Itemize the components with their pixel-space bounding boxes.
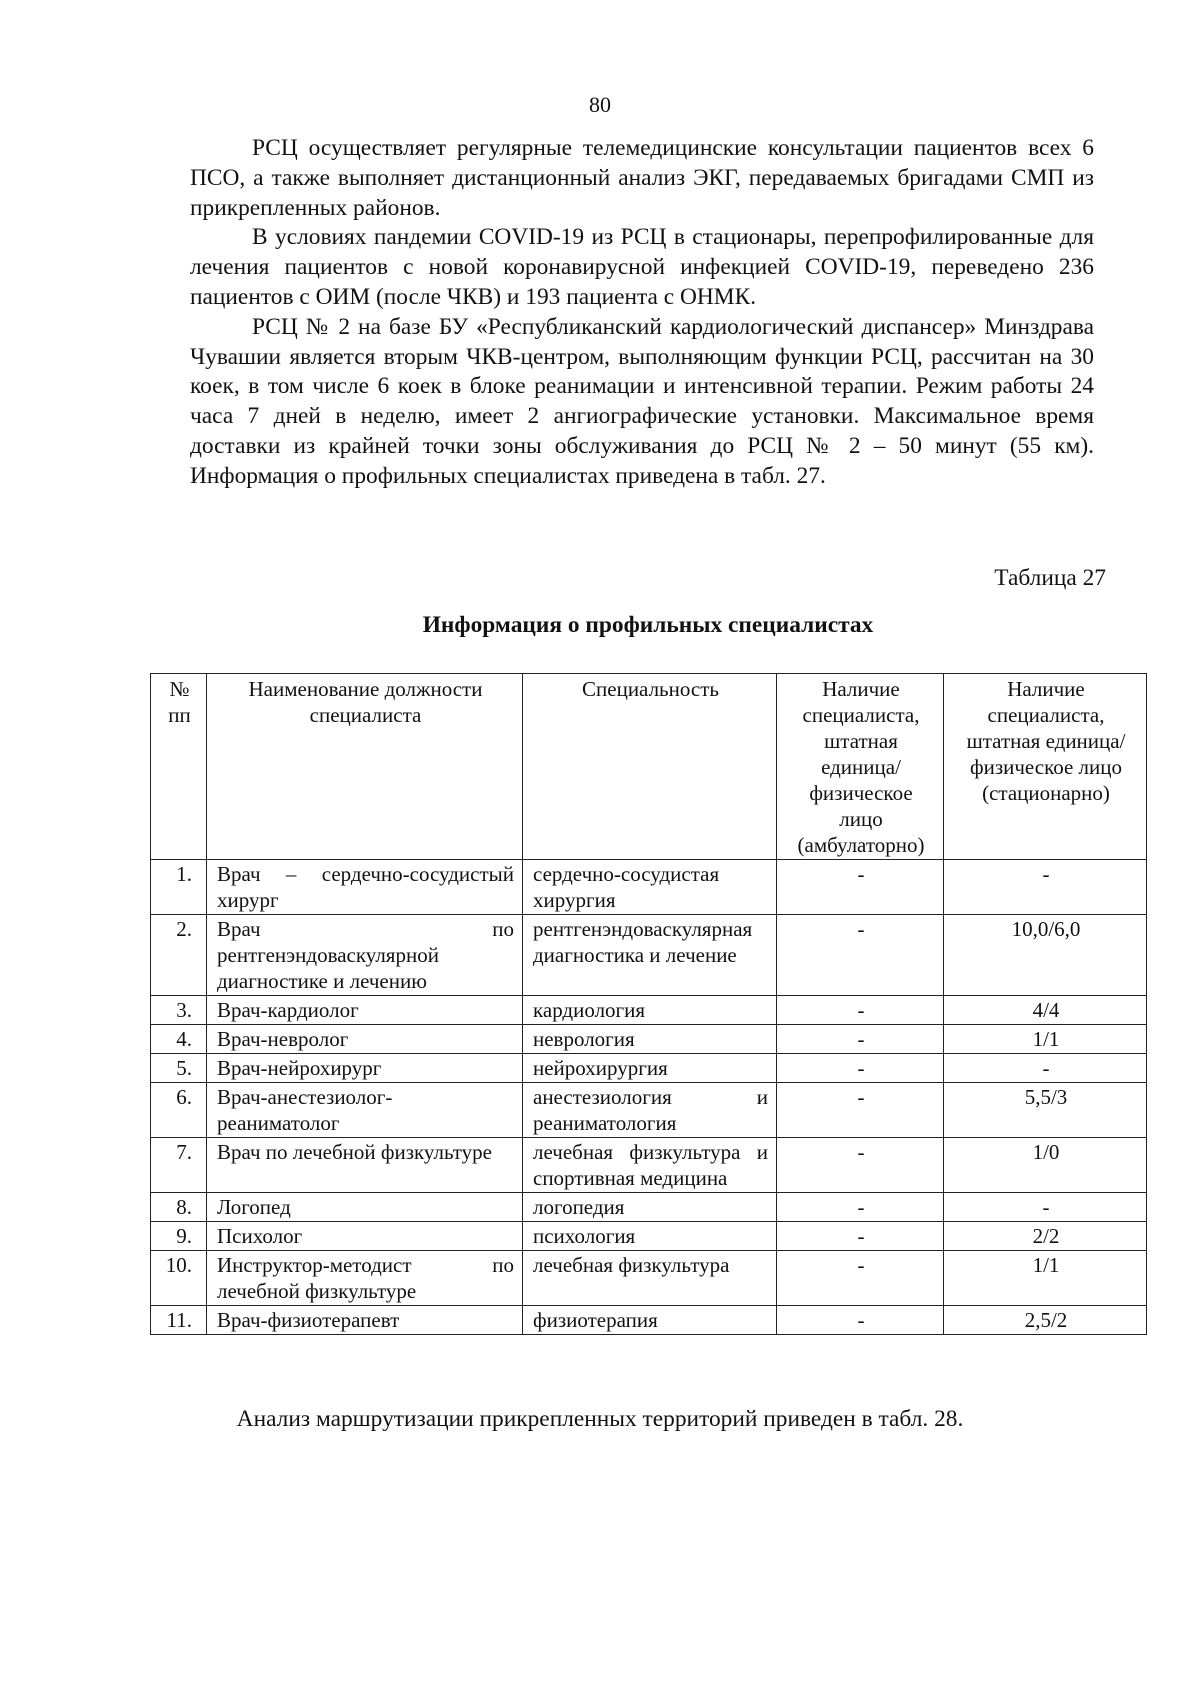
- header-position: Наименование должности специалиста: [207, 674, 523, 860]
- row-num: 5.: [151, 1054, 207, 1083]
- row-position: Врач по лечебной физкультуре: [207, 1138, 523, 1193]
- row-outpatient: -: [777, 1054, 944, 1083]
- row-num: 3.: [151, 996, 207, 1025]
- row-inpatient: 10,0/6,0: [944, 915, 1147, 996]
- row-num: 11.: [151, 1306, 207, 1335]
- row-position: Врач по рентгенэндоваскулярной диагностике и лечению: [207, 915, 523, 996]
- row-inpatient: 4/4: [944, 996, 1147, 1025]
- row-inpatient: -: [944, 860, 1147, 915]
- row-position: Психолог: [207, 1222, 523, 1251]
- row-position: Логопед: [207, 1193, 523, 1222]
- table-row: [151, 1025, 1147, 1054]
- row-num: 7.: [151, 1138, 207, 1193]
- row-inpatient: 1/1: [944, 1025, 1147, 1054]
- row-outpatient: -: [777, 1251, 944, 1306]
- table-label: Таблица 27: [994, 565, 1106, 591]
- table-header-row: [151, 674, 1147, 860]
- row-inpatient: 2,5/2: [944, 1306, 1147, 1335]
- header-specialty: Специальность: [523, 674, 777, 860]
- table-row: [151, 915, 1147, 996]
- row-specialty: лечебная физкультура и спортивная медицина: [523, 1138, 777, 1193]
- row-num: 1.: [151, 860, 207, 915]
- header-num: № пп: [151, 674, 207, 860]
- row-position: Врач-невролог: [207, 1025, 523, 1054]
- row-num: 10.: [151, 1251, 207, 1306]
- row-outpatient: -: [777, 1193, 944, 1222]
- table-row: [151, 1054, 1147, 1083]
- row-specialty: психология: [523, 1222, 777, 1251]
- header-inpatient: Наличие специалиста, штатная единица/физическое лицо (стационарно): [944, 674, 1147, 860]
- row-specialty: лечебная физкультура: [523, 1251, 777, 1306]
- row-specialty: физиотерапия: [523, 1306, 777, 1335]
- row-inpatient: 1/0: [944, 1138, 1147, 1193]
- specialists-table: [150, 673, 1147, 1335]
- row-outpatient: -: [777, 915, 944, 996]
- row-specialty: анестезиология и реаниматология: [523, 1083, 777, 1138]
- page-number: 80: [589, 92, 611, 117]
- row-num: 6.: [151, 1083, 207, 1138]
- row-num: 8.: [151, 1193, 207, 1222]
- table-row: [151, 1138, 1147, 1193]
- row-position: Врач-нейрохирург: [207, 1054, 523, 1083]
- row-outpatient: -: [777, 1138, 944, 1193]
- row-inpatient: -: [944, 1193, 1147, 1222]
- row-num: 2.: [151, 915, 207, 996]
- closing-sentence: Анализ маршрутизации прикрепленных территорий приведен в табл. 28.: [236, 1406, 964, 1432]
- row-specialty: кардиология: [523, 996, 777, 1025]
- table-row: [151, 1251, 1147, 1306]
- row-outpatient: -: [777, 860, 944, 915]
- paragraph-rsc2: РСЦ № 2 на базе БУ «Республиканский кардиологический диспансер» Минздрава Чувашии является вторым ЧКВ-центром, выполняющим функции РСЦ, рассчитан на 30 коек, в том числе 6 коек в блоке реанимации и интенсивной терапии. Режим работы 24 часа 7 дней в неделю, имеет 2 ангиографические установки. Максимальное время доставки из крайней точки зоны обслуживания до РСЦ № 2 – 50 минут (55 км). Информация о профильных специалистах приведена в табл. 27.: [190, 313, 1094, 489]
- row-num: 9.: [151, 1222, 207, 1251]
- row-outpatient: -: [777, 1025, 944, 1054]
- row-outpatient: -: [777, 1083, 944, 1138]
- row-inpatient: -: [944, 1054, 1147, 1083]
- table-row: [151, 860, 1147, 915]
- body-text: [190, 134, 1094, 492]
- table-row: [151, 1222, 1147, 1251]
- row-position: Врач – сердечно-сосудистый хирург: [207, 860, 523, 915]
- row-specialty: сердечно-сосудистая хирургия: [523, 860, 777, 915]
- paragraph-telemedicine: РСЦ осуществляет регулярные телемедицинские консультации пациентов всех 6 ПСО, а также выполняет дистанционный анализ ЭКГ, передаваемых бригадами СМП из прикрепленных районов.: [190, 135, 1094, 221]
- row-specialty: рентгенэндоваскулярная диагностика и лечение: [523, 915, 777, 996]
- row-inpatient: 2/2: [944, 1222, 1147, 1251]
- row-outpatient: -: [777, 1222, 944, 1251]
- row-specialty: нейрохирургия: [523, 1054, 777, 1083]
- header-outpatient: Наличие специалиста, штатная единица/физическое лицо (амбулаторно): [777, 674, 944, 860]
- row-position: Врач-анестезиолог-реаниматолог: [207, 1083, 523, 1138]
- row-position: Врач-кардиолог: [207, 996, 523, 1025]
- row-num: 4.: [151, 1025, 207, 1054]
- row-position: Врач-физиотерапевт: [207, 1306, 523, 1335]
- row-specialty: логопедия: [523, 1193, 777, 1222]
- row-outpatient: -: [777, 996, 944, 1025]
- paragraph-covid: В условиях пандемии COVID-19 из РСЦ в стационары, перепрофилированные для лечения пациентов с новой коронавирусной инфекцией COVID-19, переведено 236 пациентов с ОИМ (после ЧКВ) и 193 пациента с ОНМК.: [190, 224, 1094, 310]
- table-row: [151, 996, 1147, 1025]
- row-inpatient: 1/1: [944, 1251, 1147, 1306]
- table-row: [151, 1306, 1147, 1335]
- table-row: [151, 1193, 1147, 1222]
- row-specialty: неврология: [523, 1025, 777, 1054]
- table-title: Информация о профильных специалистах: [422, 612, 874, 638]
- row-position: Инструктор-методист по лечебной физкультуре: [207, 1251, 523, 1306]
- row-inpatient: 5,5/3: [944, 1083, 1147, 1138]
- row-outpatient: -: [777, 1306, 944, 1335]
- table-row: [151, 1083, 1147, 1138]
